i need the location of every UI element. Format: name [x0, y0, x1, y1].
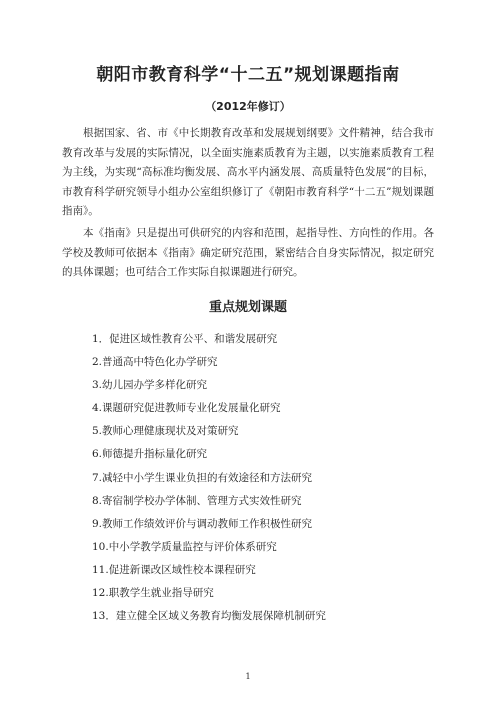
list-item: 4.课题研究促进教师专业化发展量化研究 [92, 402, 281, 415]
list-item: 11.促进新课改区域性校本课程研究 [92, 563, 256, 576]
list-item: 12.职教学生就业指导研究 [92, 587, 214, 600]
list-item: 9.教师工作绩效评价与调动教师工作积极性研究 [92, 517, 313, 530]
list-item: 2.普通高中特色化办学研究 [92, 356, 218, 369]
list-item: 1．促进区域性教育公平、和谐发展研究 [92, 333, 278, 345]
list-item: 8.寄宿制学校办学体制、管理方式实效性研究 [92, 494, 302, 507]
guidance-paragraph: 本《指南》只是提出可供研究的内容和范围，起指导性、方向性的作用。各学校及教师可依据本《指南》确定研究范围，紧密结合自身实际情况，拟定研究的具体课题；也可结合工作实际自拟课题进行研究。 [62, 227, 434, 278]
list-item: 7.减轻中小学生课业负担的有效途径和方法研究 [92, 471, 313, 484]
list-item: 10.中小学教学质量监控与评价体系研究 [92, 540, 277, 553]
intro-paragraph: 根据国家、省、市《中长期教育改革和发展规划纲要》文件精神，结合我市教育改革与发展的实际情况，以全面实施素质教育为主题，以实施素质教育工程为主线，为实现“高标准均衡发展、高水平内涵发展、高质量特色发展”的目标，市教育科学研究领导小组办公室组织修订了《朝阳市教育科学“十二五”规划课题指南》。 [62, 127, 434, 217]
list-item: 13．建立健全区域义务教育均衡发展保障机制研究 [92, 610, 326, 623]
page-number: 1 [245, 672, 251, 681]
list-item: 6.师德提升指标量化研究 [92, 448, 208, 461]
document-subtitle: （2012年修订） [205, 100, 291, 113]
document-title: 朝阳市教育科学“十二五”规划课题指南 [96, 65, 400, 85]
section-title: 重点规划课题 [208, 300, 287, 315]
topic-list [92, 328, 452, 628]
list-item: 3.幼儿园办学多样化研究 [92, 379, 208, 392]
list-item: 5.教师心理健康现状及对策研究 [92, 425, 239, 438]
